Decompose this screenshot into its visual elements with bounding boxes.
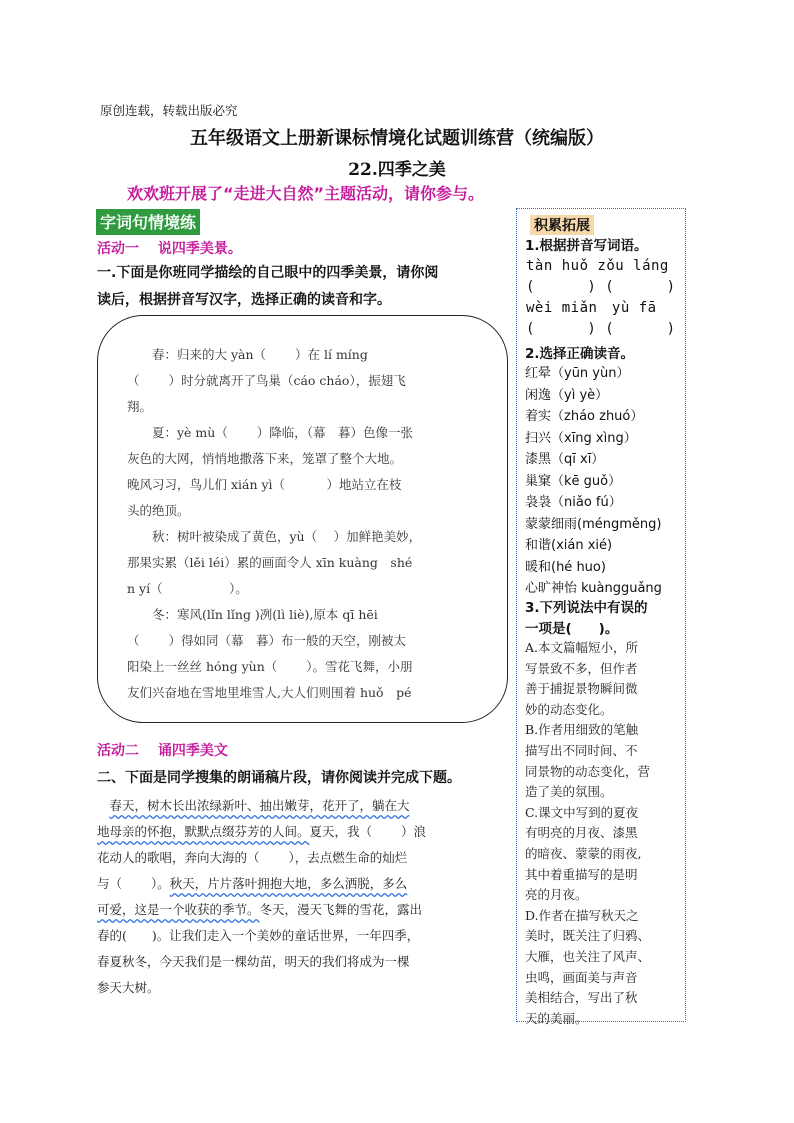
choice-line: A.本文篇幅短小，所 xyxy=(525,640,639,655)
box-line: 春：归来的大 yàn（ ）在 lí míng xyxy=(127,347,368,362)
choice-line: 亮的月夜。 xyxy=(525,887,588,903)
sidebar-tag: 积累拓展 xyxy=(530,215,594,235)
passage-line: 春的( )。让我们走入一个美妙的童话世界，一年四季， xyxy=(97,928,420,943)
reading-list xyxy=(525,363,683,600)
passage-line: 参天大树。 xyxy=(97,980,160,995)
pinyin-rows xyxy=(526,256,684,340)
box-line: n yí（ ）。 xyxy=(127,581,248,596)
box-line: 那果实累（lěi léi）累的画面令人 xīn kuàng shé xyxy=(127,555,413,570)
choice-line: 虫鸣，画面美与声音 xyxy=(525,969,638,985)
choice-line: 的暗夜、蒙蒙的雨夜, xyxy=(525,845,642,861)
passage-line: 地母亲的怀抱，默默点缀芬芳的人间。夏天，我（ ）浪 xyxy=(97,824,426,839)
choice-line: C.课文中写到的夏夜 xyxy=(525,804,639,820)
box-line: 灰色的大网，悄悄地撒落下来，笼罩了整个大地。 xyxy=(127,451,403,466)
reading-item: 红晕（yūn yùn） xyxy=(525,366,630,381)
box-line: 友们兴奋地在雪地里堆雪人,大人们则围着 huǒ pé xyxy=(127,685,412,700)
pinyin-row: ( ) ( ) xyxy=(526,321,676,337)
lesson-title: 22.四季之美 xyxy=(348,160,446,180)
sidebar-q3 xyxy=(525,598,648,640)
sidebar-q1: 1.根据拼音写词语。 xyxy=(525,238,648,254)
seasons-text xyxy=(127,342,487,706)
reading-item: 闲逸（yì yè） xyxy=(525,387,609,403)
sidebar-q2: 2.选择正确读音。 xyxy=(525,346,635,362)
section-tag: 字词句情境练 xyxy=(96,209,200,235)
recitation-passage xyxy=(97,793,515,1001)
activity1-title: 活动一 说四季美景。 xyxy=(97,241,242,257)
reading-item: 扫兴（xīng xìng） xyxy=(525,430,637,446)
passage-line: 春夏秋冬，今天我们是一棵幼苗，明天的我们将成为一棵 xyxy=(97,954,410,969)
choice-line: D.作者在描写秋天之 xyxy=(525,907,639,923)
choice-line: B.作者用细致的笔触 xyxy=(525,722,639,738)
box-line: 晚风习习，鸟儿们 xián yì（ ）地站立在枝 xyxy=(127,477,402,492)
reading-item: 和谐(xián xié) xyxy=(525,538,613,553)
box-line: 头的绝顶。 xyxy=(127,503,190,518)
q3-line: 一项是( )。 xyxy=(525,621,619,637)
passage-line: 与（ ）。秋天，片片落叶拥抱大地，多么洒脱，多么 xyxy=(97,876,408,891)
box-line: 冬：寒风(lǐn lǐng )冽(lì liè),原本 qī hēi xyxy=(127,607,378,622)
choice-list xyxy=(525,638,681,1029)
box-line: （ ）得如同（幕 暮）布一般的天空，刚被太 xyxy=(127,633,406,648)
page-title: 五年级语文上册新课标情境化试题训练营（统编版） xyxy=(190,128,604,149)
box-line: 翔。 xyxy=(127,399,153,414)
choice-line: 造了美的氛围。 xyxy=(525,784,613,800)
choice-line: 描写出不同时间、不 xyxy=(525,742,638,758)
reading-item: 蒙蒙细雨(méngměng) xyxy=(525,516,662,532)
question-line: 一.下面是你班同学描绘的自己眼中的四季美景，请你阅 xyxy=(97,265,439,281)
passage-line: 花动人的歌唱，奔向大海的（ ），去点燃生命的灿烂 xyxy=(97,850,408,865)
activity1-question xyxy=(97,260,517,314)
passage-line: 春天，树木长出浓绿新叶、抽出嫩芽，花开了，躺在大 xyxy=(109,798,410,813)
reading-item: 袅袅（niǎo fú） xyxy=(525,495,622,510)
choice-line: 大雁，也关注了风声、 xyxy=(525,948,651,964)
pinyin-row: ( ) ( ) xyxy=(526,279,676,295)
choice-line: 美相结合，写出了秋 xyxy=(525,990,638,1006)
choice-line: 其中着重描写的是明 xyxy=(525,866,638,882)
pinyin-row: tàn huǒ zǒu láng xyxy=(526,258,669,274)
reading-item: 暖和(hé huo) xyxy=(525,559,606,575)
choice-line: 写景致不多，但作者 xyxy=(525,660,638,676)
q3-line: 3.下列说法中有误的 xyxy=(525,600,648,616)
box-line: （ ）时分就离开了鸟巢（cáo cháo），振翅飞 xyxy=(127,373,406,388)
reading-item: 着实（zháo zhuó） xyxy=(525,409,644,424)
question-line: 读后，根据拼音写汉字，选择正确的读音和字。 xyxy=(97,292,391,308)
choice-line: 善于捕捉景物瞬间微 xyxy=(525,681,638,697)
activity2-title: 活动二 诵四季美文 xyxy=(97,743,228,759)
reading-item: 心旷神怡 kuàngguǎng xyxy=(525,581,662,596)
reading-item: 巢窠（kē guǒ） xyxy=(525,473,622,489)
box-line: 夏：yè mù（ ）降临，（幕 暮）色像一张 xyxy=(127,425,414,440)
box-line: 秋：树叶被染成了黄色，yù（ ）加鲜艳美妙， xyxy=(127,529,422,544)
passage-line: 可爱，这是一个收获的季节。冬天，漫天飞舞的雪花，露出 xyxy=(97,902,423,917)
reading-item: 漆黑（qī xī） xyxy=(525,452,605,467)
box-line: 阳染上一丝丝 hóng yùn（ ）。雪花飞舞，小朋 xyxy=(127,659,413,674)
choice-line: 美时，既关注了归鸦、 xyxy=(525,928,651,944)
choice-line: 天的美丽。 xyxy=(525,1010,588,1026)
choice-line: 同景物的动态变化，营 xyxy=(525,763,651,779)
copyright-notice: 原创连载，转载出版必究 xyxy=(100,103,238,118)
activity-invitation: 欢欢班开展了“走进大自然”主题活动，请你参与。 xyxy=(127,184,485,203)
choice-line: 妙的动态变化。 xyxy=(525,701,613,717)
activity2-question: 二、下面是同学搜集的朗诵稿片段，请你阅读并完成下题。 xyxy=(97,770,461,786)
pinyin-row: wèi miǎn yù fā xyxy=(526,300,657,316)
choice-line: 有明亮的月夜、漆黑 xyxy=(525,825,638,841)
